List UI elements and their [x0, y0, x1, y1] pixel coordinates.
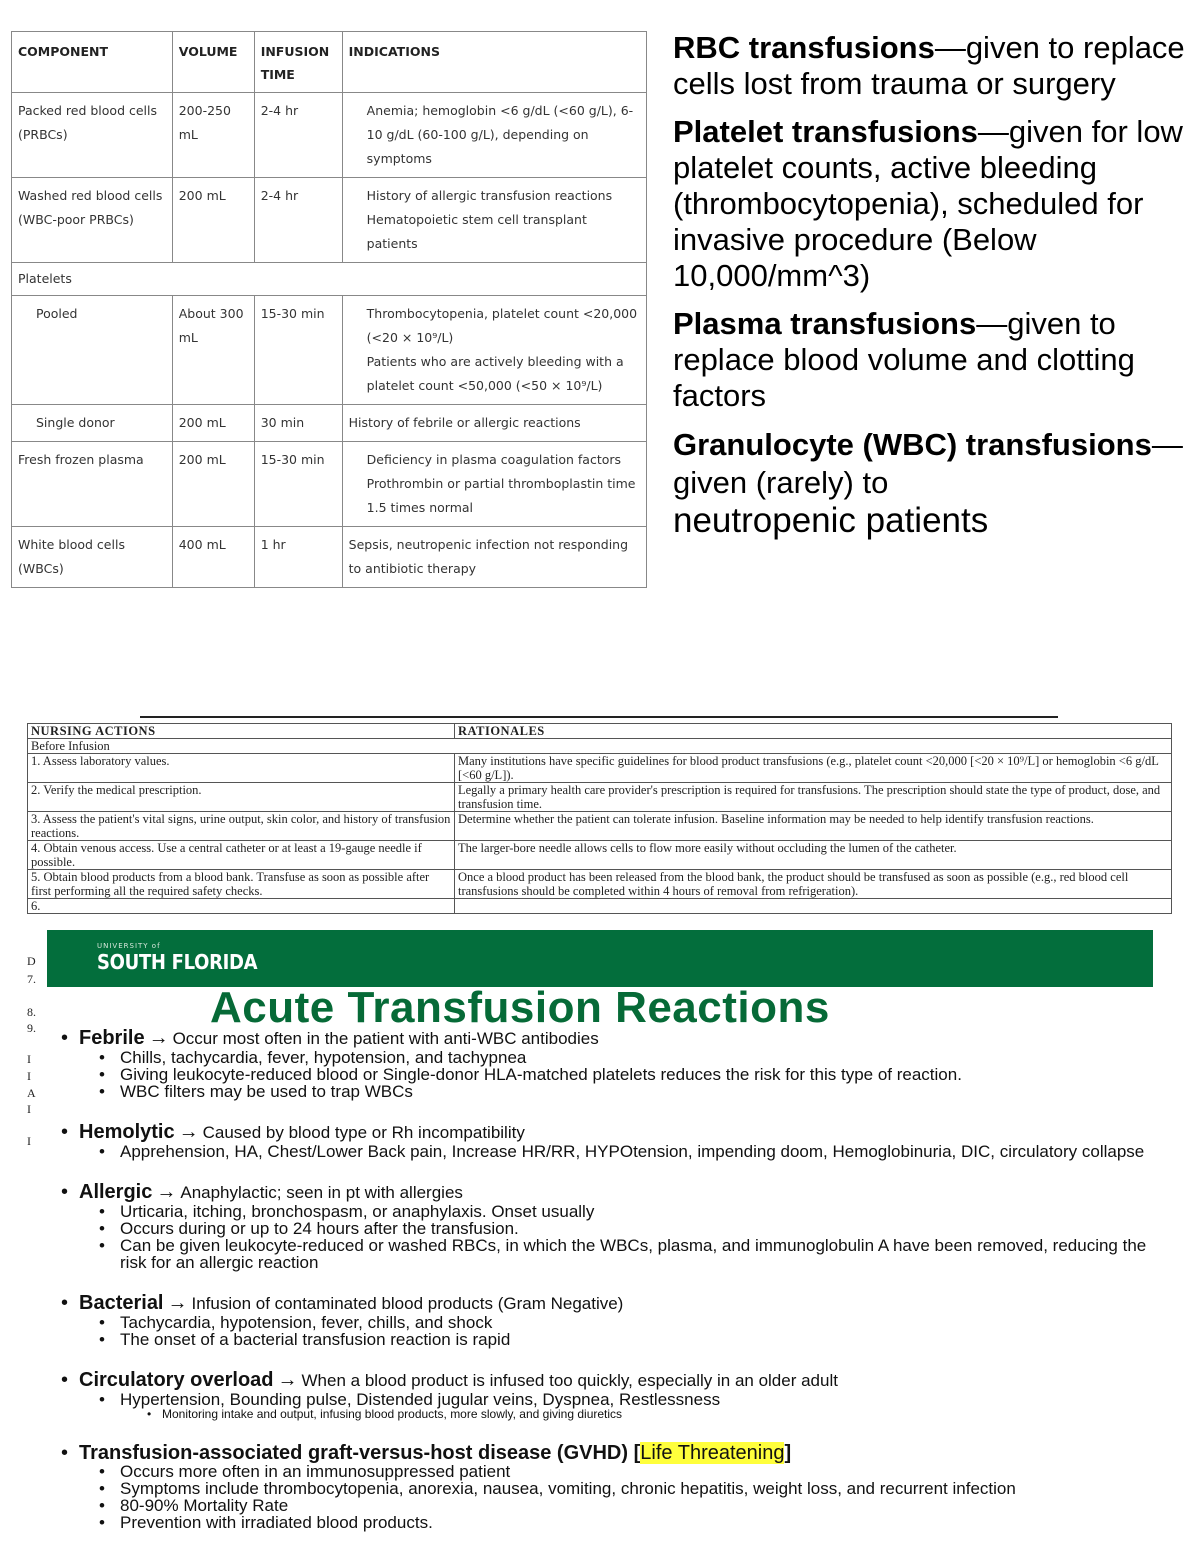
indications-cell — [342, 442, 646, 527]
indication-text: Hematopoietic stem cell transplant patients — [366, 212, 587, 251]
rationale-cell: Legally a primary health care provider's prescription is required for transfusions. The prescription should state the type of product, dose, and transfusion time. — [455, 783, 1172, 812]
time-cell: 2-4 hr — [254, 93, 342, 178]
bracket: [ — [633, 1442, 641, 1464]
arrow-icon: → — [178, 1121, 199, 1143]
arrow-icon: → — [167, 1292, 188, 1314]
reaction-term: Bacterial — [79, 1292, 164, 1314]
margin-fragment: I — [27, 1069, 31, 1083]
component-cell: Pooled — [12, 296, 173, 405]
section-before-infusion: Before Infusion — [28, 739, 1172, 754]
term-platelet: Platelet transfusions — [673, 114, 978, 149]
text-granulocyte: —given (rarely) to — [673, 427, 1183, 500]
text-granulocyte-2: neutropenic patients — [673, 501, 989, 540]
sub-bullet: • 80-90% Mortality Rate — [57, 1497, 1147, 1514]
reaction-febrile — [57, 1028, 1147, 1049]
indication-text: Thrombocytopenia, platelet count <20,000 (<20 × 10⁹/L) — [366, 306, 638, 345]
reaction-desc: Occur most often in the patient with anti-WBC antibodies — [172, 1029, 599, 1048]
header-component: COMPONENT — [12, 32, 173, 93]
table-row — [12, 405, 647, 442]
component-cell: Single donor — [12, 405, 173, 442]
university-logo-text: SOUTH FLORIDA — [97, 950, 258, 974]
table-row — [12, 178, 647, 263]
reaction-term: Circulatory overload — [79, 1369, 274, 1391]
time-cell: 2-4 hr — [254, 178, 342, 263]
table-row — [28, 899, 1172, 914]
indications-cell — [342, 296, 646, 405]
sub-bullet: • Symptoms include thrombocytopenia, anorexia, nausea, vomiting, chronic hepatitis, weight loss, and recurrent infection — [57, 1480, 1147, 1497]
rationale-cell: Many institutions have specific guidelines for blood product transfusions (e.g., platelet count <20,000 [<20 × 10⁹/L] or hemoglobin <6 g/dL [<60 g/L]). — [455, 754, 1172, 783]
time-cell: 1 hr — [254, 527, 342, 588]
reaction-desc: Anaphylactic; seen in pt with allergies — [180, 1183, 463, 1202]
summary-granulocyte — [673, 426, 1193, 541]
table-row — [12, 442, 647, 527]
arrow-icon: → — [277, 1369, 298, 1391]
reaction-desc: Caused by blood type or Rh incompatibility — [202, 1123, 525, 1142]
table-row — [28, 812, 1172, 841]
volume-cell: 400 mL — [172, 527, 254, 588]
sub-bullet: • Urticaria, itching, bronchospasm, or anaphylaxis. Onset usually — [57, 1203, 1147, 1220]
indication-text: Deficiency in plasma coagulation factors — [366, 452, 622, 467]
sub-bullet: • Can be given leukocyte-reduced or washed RBCs, in which the WBCs, plasma, and immunoglobulin A have been removed, reducing the risk for an allergic reaction — [57, 1237, 1147, 1271]
table-row — [28, 841, 1172, 870]
life-threatening-highlight: Life Threatening — [640, 1442, 785, 1464]
rationale-cell: The larger-bore needle allows cells to flow more easily without occluding the lumen of the catheter. — [455, 841, 1172, 870]
sub-bullet: • The onset of a bacterial transfusion reaction is rapid — [57, 1331, 1147, 1348]
arrow-icon: → — [156, 1181, 177, 1203]
header-actions: NURSING ACTIONS — [28, 724, 455, 739]
indication-text: Prothrombin or partial thromboplastin time 1.5 times normal — [366, 476, 636, 515]
section-label: Platelets — [12, 263, 647, 296]
action-cell: 6. — [28, 899, 455, 914]
margin-fragment: 7. — [27, 972, 36, 986]
sub-bullet: • Prevention with irradiated blood products. — [57, 1514, 1147, 1531]
sub-bullet: • Occurs more often in an immunosuppressed patient — [57, 1463, 1147, 1480]
reaction-term: Allergic — [79, 1181, 153, 1203]
reactions-slide — [47, 930, 1153, 1550]
component-table — [11, 31, 647, 588]
text-rbc: —given to replace cells lost from trauma or surgery — [673, 30, 1185, 101]
header-rationales: RATIONALES — [455, 724, 1172, 739]
volume-cell: 200 mL — [172, 178, 254, 263]
indications-cell: History of febrile or allergic reactions — [342, 405, 646, 442]
table-row — [12, 527, 647, 588]
action-cell: 1. Assess laboratory values. — [28, 754, 455, 783]
table-row — [28, 870, 1172, 899]
usf-banner — [47, 930, 1153, 987]
text-plasma: —given to replace blood volume and clotting factors — [673, 306, 1135, 413]
term-rbc: RBC transfusions — [673, 30, 935, 65]
header-volume: VOLUME — [172, 32, 254, 93]
volume-cell: 200 mL — [172, 405, 254, 442]
component-cell: Fresh frozen plasma — [12, 442, 173, 527]
section-row — [12, 263, 647, 296]
sub-bullet: • Hypertension, Bounding pulse, Distended jugular veins, Dyspnea, Restlessness — [57, 1391, 1147, 1408]
reaction-hemolytic — [57, 1122, 1147, 1143]
margin-fragment: 9. — [27, 1021, 36, 1035]
time-cell: 30 min — [254, 405, 342, 442]
summary-rbc — [673, 30, 1193, 102]
volume-cell: About 300 mL — [172, 296, 254, 405]
table-row — [12, 296, 647, 405]
rationale-cell: Once a blood product has been released from the blood bank, the product should be transfused as soon as possible (e.g., red blood cell transfusions should be completed within 4 hours of removal from refrigeration). — [455, 870, 1172, 899]
margin-fragment: A — [27, 1086, 36, 1100]
reaction-allergic — [57, 1182, 1147, 1203]
action-cell: 5. Obtain blood products from a blood bank. Transfuse as soon as possible after first performing all the required safety checks. — [28, 870, 455, 899]
divider — [140, 716, 1058, 718]
reaction-term: Transfusion-associated graft-versus-host disease (GVHD) — [79, 1442, 629, 1464]
table-row — [12, 93, 647, 178]
margin-fragment: 8. — [27, 1005, 36, 1019]
action-cell: 3. Assess the patient's vital signs, urine output, skin color, and history of transfusion reactions. — [28, 812, 455, 841]
nursing-table — [27, 723, 1172, 914]
sub-sub-bullet: • Monitoring intake and output, infusing blood products, more slowly, and giving diuretics — [57, 1408, 1147, 1421]
reaction-bacterial — [57, 1293, 1147, 1314]
university-small-text: UNIVERSITY of — [97, 942, 161, 950]
margin-fragment: I — [27, 1134, 31, 1148]
sub-bullet: • Chills, tachycardia, fever, hypotension, and tachypnea — [57, 1049, 1147, 1066]
header-indications: INDICATIONS — [342, 32, 646, 93]
sub-bullet: • Apprehension, HA, Chest/Lower Back pain, Increase HR/RR, HYPOtension, impending doom, Hemoglobinuria, DIC, circulatory collapse — [57, 1143, 1147, 1160]
indication-text: History of allergic transfusion reactions — [366, 188, 613, 203]
transfusion-summary — [673, 30, 1193, 553]
action-cell: 4. Obtain venous access. Use a central catheter or at least a 19-gauge needle if possible. — [28, 841, 455, 870]
indication-text: Patients who are actively bleeding with a platelet count <50,000 (<50 × 10⁹/L) — [366, 354, 624, 393]
margin-fragment: D — [27, 954, 36, 968]
term-granulocyte: Granulocyte (WBC) transfusions — [673, 427, 1152, 462]
reaction-term: Febrile — [79, 1027, 145, 1049]
section-row — [28, 739, 1172, 754]
reaction-gvhd — [57, 1443, 1147, 1463]
text-platelet: —given for low platelet counts, active bleeding (thrombocytopenia), scheduled for invasive procedure (Below 10,000/mm^3) — [673, 114, 1183, 293]
margin-fragment: I — [27, 1102, 31, 1116]
indications-cell — [342, 178, 646, 263]
volume-cell: 200-250 mL — [172, 93, 254, 178]
reaction-circulatory-overload — [57, 1370, 1147, 1391]
margin-fragment: I — [27, 1052, 31, 1066]
reaction-list — [57, 1028, 1147, 1531]
summary-plasma — [673, 306, 1193, 414]
reaction-desc: When a blood product is infused too quickly, especially in an older adult — [301, 1371, 838, 1390]
sub-bullet: • Occurs during or up to 24 hours after the transfusion. — [57, 1220, 1147, 1237]
table-row — [28, 754, 1172, 783]
component-cell: Washed red blood cells (WBC-poor PRBCs) — [12, 178, 173, 263]
component-cell: White blood cells (WBCs) — [12, 527, 173, 588]
slide-title: Acute Transfusion Reactions — [210, 983, 830, 1032]
time-cell: 15-30 min — [254, 442, 342, 527]
indication-text: Anemia; hemoglobin <6 g/dL (<60 g/L), 6-10 g/dL (60-100 g/L), depending on symptoms — [366, 103, 634, 166]
nursing-header — [28, 724, 1172, 739]
component-cell: Packed red blood cells (PRBCs) — [12, 93, 173, 178]
indications-cell: Sepsis, neutropenic infection not responding to antibiotic therapy — [342, 527, 646, 588]
sub-bullet: • WBC filters may be used to trap WBCs — [57, 1083, 1147, 1100]
header-infusion-time: INFUSION TIME — [254, 32, 342, 93]
bracket: ] — [784, 1442, 792, 1464]
table-row — [28, 783, 1172, 812]
term-plasma: Plasma transfusions — [673, 306, 977, 341]
rationale-cell — [455, 899, 1172, 914]
arrow-icon: → — [148, 1027, 169, 1049]
time-cell: 15-30 min — [254, 296, 342, 405]
reaction-desc: Infusion of contaminated blood products (Gram Negative) — [191, 1294, 624, 1313]
component-table-header — [12, 32, 647, 93]
sub-bullet: • Tachycardia, hypotension, fever, chills, and shock — [57, 1314, 1147, 1331]
rationale-cell: Determine whether the patient can tolerate infusion. Baseline information may be needed to help identify transfusion reactions. — [455, 812, 1172, 841]
volume-cell: 200 mL — [172, 442, 254, 527]
summary-platelet — [673, 114, 1193, 294]
indications-cell — [342, 93, 646, 178]
sub-bullet: • Giving leukocyte-reduced blood or Single-donor HLA-matched platelets reduces the risk for this type of reaction. — [57, 1066, 1147, 1083]
action-cell: 2. Verify the medical prescription. — [28, 783, 455, 812]
reaction-term: Hemolytic — [79, 1121, 175, 1143]
